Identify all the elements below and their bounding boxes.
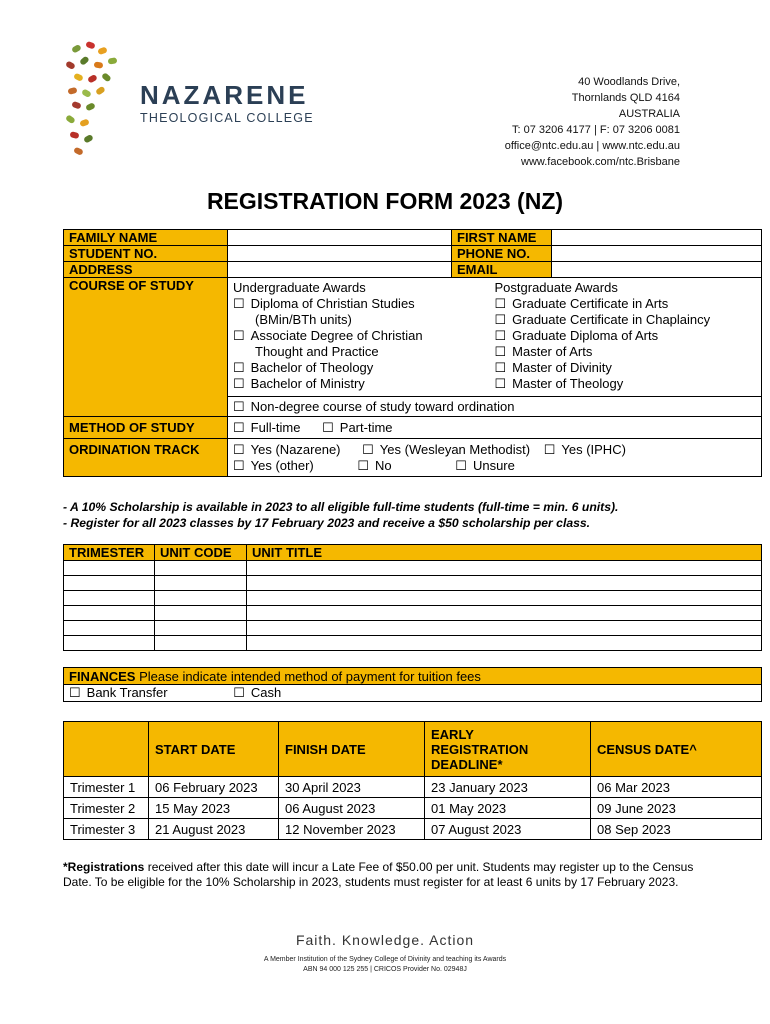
dates-corner-header [64,722,149,777]
member-line: A Member Institution of the Sydney College of Divinity and teaching its Awards [263,956,507,963]
table-row [64,819,762,840]
finances-table [63,667,762,702]
phone-no-label: PHONE NO. [452,246,552,262]
ord-no-option[interactable]: ☐ No [357,458,391,473]
date-cell: 06 Mar 2023 [591,777,762,798]
pg-option[interactable]: ☐ Graduate Diploma of Arts [495,328,757,344]
late-fee-footnote [63,860,723,890]
trimester-header: TRIMESTER [64,545,155,561]
brand-name: NAZARENE [140,80,309,110]
table-row [64,798,762,819]
unit-cell[interactable] [155,621,247,636]
date-cell: 01 May 2023 [425,798,591,819]
unit-cell[interactable] [155,606,247,621]
family-name-label: FAMILY NAME [64,230,228,246]
note-line: - Register for all 2023 classes by 17 February 2023 and receive a $50 scholarship per class. [63,516,591,530]
date-cell: 09 June 2023 [591,798,762,819]
finances-header [64,668,762,685]
ug-option-diploma-note: (BMin/BTh units) [255,312,352,327]
date-cell: Trimester 2 [64,798,149,819]
ug-option-btheology[interactable]: ☐ Bachelor of Theology [233,360,495,376]
date-cell: 30 April 2023 [279,777,425,798]
pg-option[interactable]: ☐ Graduate Certificate in Chaplaincy [495,312,757,328]
ug-option-diploma[interactable]: ☐ Diploma of Christian Studies [233,296,495,312]
cash-option[interactable]: ☐ Cash [233,685,281,700]
family-name-field[interactable] [228,230,452,246]
unit-cell[interactable] [247,576,762,591]
ord-nazarene-option[interactable]: ☐ Yes (Nazarene) [233,442,341,457]
date-cell: Trimester 1 [64,777,149,798]
date-cell: 06 February 2023 [149,777,279,798]
pg-option[interactable]: ☐ Master of Theology [495,376,757,392]
date-cell: 12 November 2023 [279,819,425,840]
ord-unsure-option[interactable]: ☐ Unsure [455,458,515,473]
table-row [64,576,762,591]
unit-cell[interactable] [155,561,247,576]
finances-label: FINANCES [69,668,136,684]
unit-cell[interactable] [64,576,155,591]
scholarship-notes [63,499,618,531]
address-label: ADDRESS [64,262,228,278]
ord-wesleyan-option[interactable]: ☐ Yes (Wesleyan Methodist) [362,442,530,457]
contact-line: office@ntc.edu.au | www.ntc.edu.au [504,140,680,152]
unit-cell[interactable] [64,561,155,576]
pg-option[interactable]: ☐ Master of Divinity [495,360,757,376]
unit-cell[interactable] [247,621,762,636]
finish-date-header: FINISH DATE [279,722,425,777]
student-no-label: STUDENT NO. [64,246,228,262]
registration-form-table [63,229,762,477]
table-row [64,591,762,606]
form-title: REGISTRATION FORM 2023 (NZ) [206,188,564,214]
date-cell: 15 May 2023 [149,798,279,819]
non-degree-option[interactable]: ☐ Non-degree course of study toward ordination [233,399,514,414]
early-deadline-header [425,722,591,777]
pg-option[interactable]: ☐ Master of Arts [495,344,757,360]
unit-cell[interactable] [155,576,247,591]
method-label: METHOD OF STUDY [64,417,228,439]
ord-other-option[interactable]: ☐ Yes (other) [233,458,314,473]
brand-subtitle: THEOLOGICAL COLLEGE [140,111,314,125]
table-row [64,621,762,636]
date-cell: 06 August 2023 [279,798,425,819]
note-line: - A 10% Scholarship is available in 2023 to all eligible full-time students (full-time = min. 6 units). [63,500,619,514]
table-row [64,561,762,576]
dates-table [63,721,762,840]
abn-line: ABN 94 000 125 255 | CRICOS Provider No. 02948J [303,966,467,973]
unit-cell[interactable] [247,591,762,606]
unit-cell[interactable] [64,606,155,621]
footnote-text: received after this date will incur a Late Fee of $50.00 per unit. Students may register up to the Census Date. To be eligible for the 10% Scholarship in 2023, students must register for at least 6 units by 17 February 2023. [63,860,694,889]
pg-option[interactable]: ☐ Graduate Certificate in Arts [495,296,757,312]
pg-title: Postgraduate Awards [494,280,618,295]
start-date-header: START DATE [149,722,279,777]
unit-cell[interactable] [247,636,762,651]
ug-option-associate-cont: Thought and Practice [255,344,379,359]
member-statement [0,955,770,975]
units-table [63,544,762,651]
unit-cell[interactable] [247,561,762,576]
table-row [64,636,762,651]
course-label: COURSE OF STUDY [64,278,228,417]
unit-cell[interactable] [247,606,762,621]
phone-no-field[interactable] [552,246,762,262]
unit-cell[interactable] [64,591,155,606]
contact-line: www.facebook.com/ntc.Brisbane [521,156,680,168]
student-no-field[interactable] [228,246,452,262]
undergraduate-options [233,280,495,392]
college-motto: Faith. Knowledge. Action [295,932,475,948]
contact-line: 40 Woodlands Drive, [578,76,680,88]
contact-line: T: 07 3206 4177 | F: 07 3206 0081 [512,124,680,136]
postgraduate-options [495,280,757,392]
email-field[interactable] [552,262,762,278]
ug-title: Undergraduate Awards [233,280,366,295]
unit-cell[interactable] [155,591,247,606]
census-date-header: CENSUS DATE^ [591,722,762,777]
contact-block [505,74,680,170]
bank-transfer-option[interactable]: ☐ Bank Transfer [69,685,168,700]
ordination-label: ORDINATION TRACK [64,439,228,477]
date-cell: Trimester 3 [64,819,149,840]
ug-option-bministry[interactable]: ☐ Bachelor of Ministry [233,376,495,392]
ug-option-associate[interactable]: ☐ Associate Degree of Christian [233,328,495,344]
unit-cell[interactable] [155,636,247,651]
address-field[interactable] [228,262,452,278]
date-cell: 23 January 2023 [425,777,591,798]
part-time-option[interactable]: ☐ Part-time [322,420,392,435]
first-name-label: FIRST NAME [452,230,552,246]
unit-cell[interactable] [64,636,155,651]
footnote-bold: *Registrations [63,860,145,874]
contact-line: AUSTRALIA [618,108,680,120]
ord-iphc-option[interactable]: ☐ Yes (IPHC) [544,442,626,457]
full-time-option[interactable]: ☐ Full-time [233,420,301,435]
early-deadline-text: EARLY REGISTRATION DEADLINE* [431,726,529,772]
date-cell: 08 Sep 2023 [591,819,762,840]
table-row [64,606,762,621]
unit-cell[interactable] [64,621,155,636]
date-cell: 07 August 2023 [425,819,591,840]
date-cell: 21 August 2023 [149,819,279,840]
contact-line: Thornlands QLD 4164 [571,92,680,104]
finances-text: Please indicate intended method of payment for tuition fees [139,668,481,684]
unit-title-header: UNIT TITLE [247,545,762,561]
table-row [64,777,762,798]
email-label: EMAIL [452,262,552,278]
first-name-field[interactable] [552,230,762,246]
unit-code-header: UNIT CODE [155,545,247,561]
